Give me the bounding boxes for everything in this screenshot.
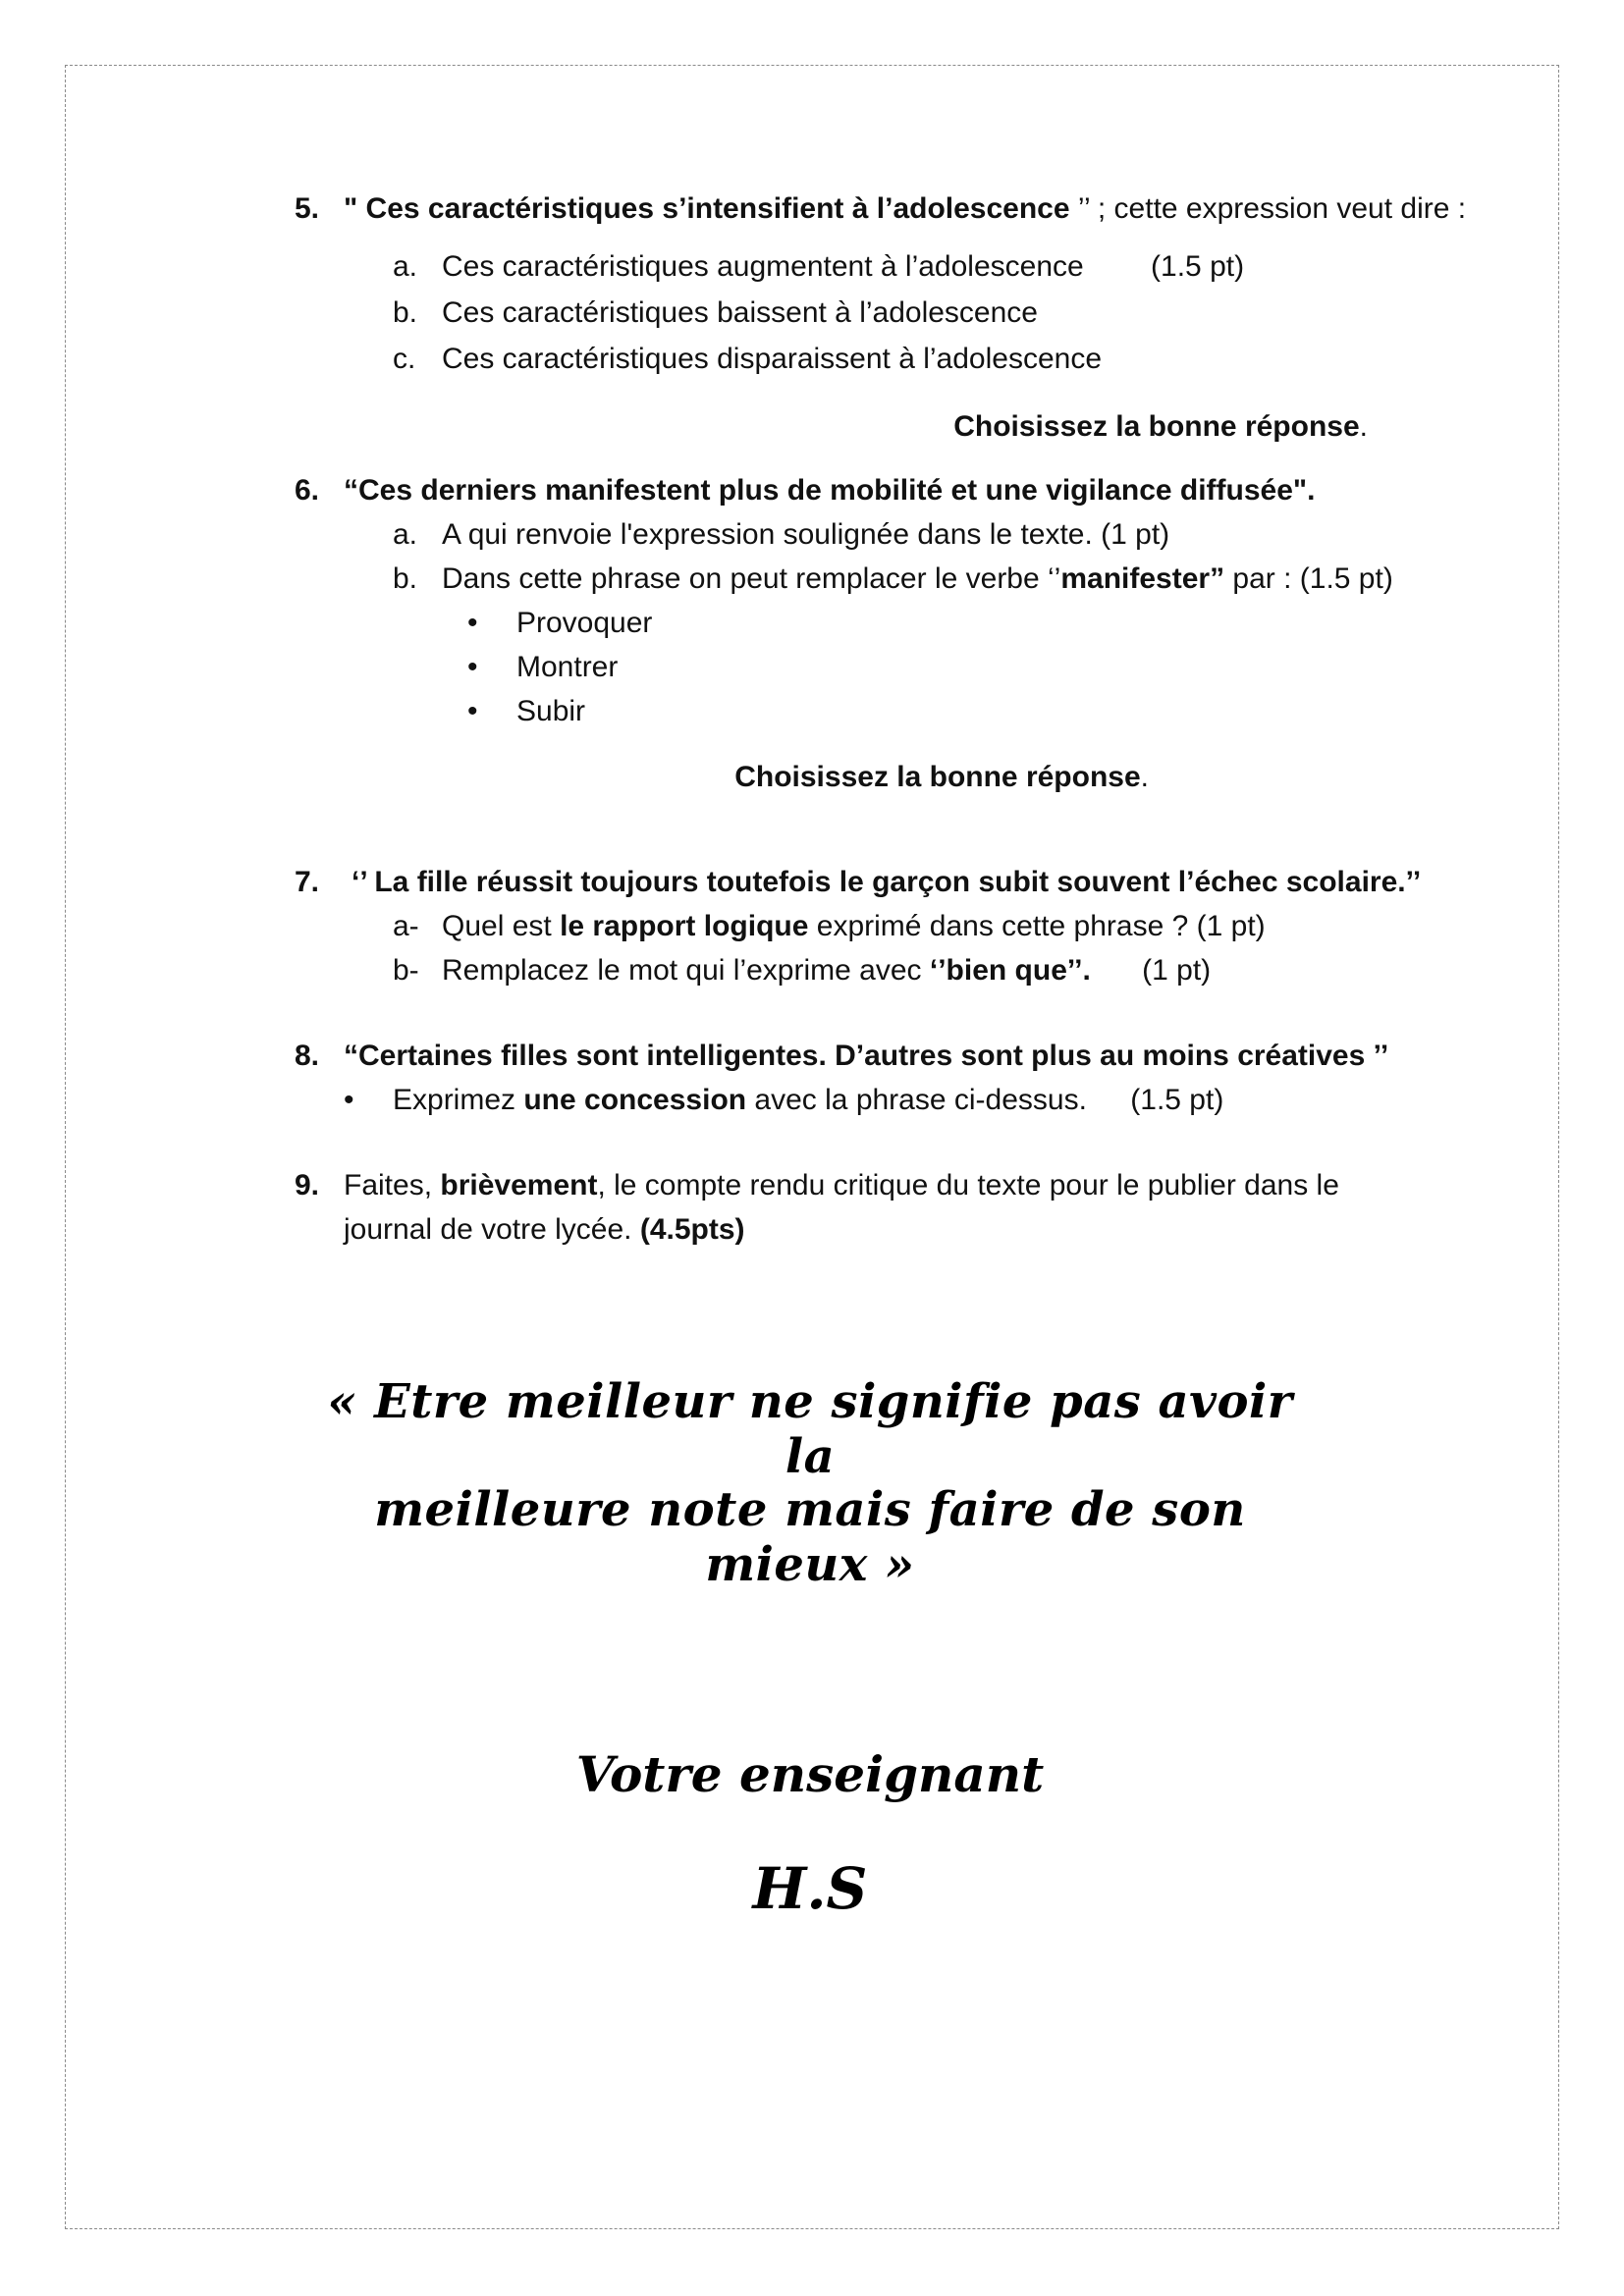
instruction-text: Choisissez la bonne réponse — [953, 410, 1360, 443]
option-text: Ces caractéristiques augmentent à l’adolescence — [442, 250, 1084, 283]
part-text: A qui renvoie l'expression soulignée dans le texte. (1 pt) — [442, 518, 1170, 551]
option-c — [393, 337, 1473, 381]
question-number: 6. — [295, 474, 320, 507]
part-a — [393, 904, 1473, 948]
part-b — [393, 948, 1473, 992]
points: (1.5 pt) — [1130, 1084, 1224, 1116]
question-8-task — [295, 1078, 1473, 1122]
choice-item — [467, 689, 1473, 733]
task-keyword: une concession — [523, 1084, 747, 1116]
part-text: Remplacez le mot qui l’exprime avec — [442, 954, 930, 987]
option-a — [393, 244, 1473, 289]
option-label: b. — [393, 296, 418, 329]
task-text: Exprimez — [393, 1084, 524, 1116]
option-text: Ces caractéristiques baissent à l’adolescence — [442, 296, 1038, 329]
choice-text: Montrer — [516, 651, 619, 683]
task-text-end: avec la phrase ci-dessus. — [746, 1084, 1087, 1116]
choice-text: Subir — [516, 695, 586, 727]
question-9-keyword: brièvement — [440, 1169, 598, 1201]
question-5-instruction — [295, 404, 1368, 449]
part-a — [393, 512, 1473, 557]
question-6-parts — [295, 512, 1473, 601]
bullet: • — [467, 651, 478, 683]
option-text: Ces caractéristiques disparaissent à l’adolescence — [442, 343, 1103, 375]
option-label: a. — [393, 250, 418, 283]
exam-questions — [295, 187, 1473, 1252]
part-text-end: par : (1.5 pt) — [1224, 562, 1393, 595]
question-6-choices — [295, 601, 1473, 733]
part-keyword: ‘’bien que’’. — [929, 954, 1091, 987]
question-7 — [295, 860, 1473, 904]
question-5-options — [295, 244, 1473, 381]
question-6 — [295, 468, 1473, 512]
question-number: 8. — [295, 1040, 320, 1072]
question-5-prompt: ’’ ; cette expression veut dire : — [1069, 192, 1467, 225]
points: (4.5pts) — [639, 1213, 745, 1246]
question-7-quote: ‘’ La fille réussit toujours toutefois le garçon subit souvent l’échec scolaire.’’ — [352, 866, 1422, 898]
instruction-text: Choisissez la bonne réponse — [734, 761, 1141, 793]
bullet: • — [467, 695, 478, 727]
question-number: 7. — [295, 866, 320, 898]
option-b — [393, 291, 1473, 335]
question-9-text-end: , le compte rendu critique du texte pour le publier dans le journal de votre lycée. — [344, 1169, 1339, 1246]
part-keyword: manifester” — [1060, 562, 1225, 595]
question-9-text: Faites, — [344, 1169, 441, 1201]
question-number: 5. — [295, 192, 320, 225]
part-keyword: le rapport logique — [560, 910, 809, 942]
instruction-period: . — [1140, 761, 1149, 793]
signature-initials: H.S — [752, 1855, 868, 1922]
choice-text: Provoquer — [516, 607, 653, 639]
question-5 — [295, 187, 1473, 231]
question-7-parts — [295, 904, 1473, 992]
instruction-period: . — [1359, 410, 1368, 443]
part-text: Dans cette phrase on peut remplacer le verbe ‘’ — [442, 562, 1061, 595]
choice-item — [467, 645, 1473, 689]
part-label: a- — [393, 910, 419, 942]
part-label: b. — [393, 562, 418, 595]
signature-title: Votre enseignant — [575, 1745, 1045, 1803]
part-label: b- — [393, 954, 419, 987]
task-item — [344, 1078, 1473, 1122]
part-text-end: exprimé dans cette phrase ? (1 pt) — [808, 910, 1266, 942]
points: (1 pt) — [1142, 954, 1212, 987]
part-text: Quel est — [442, 910, 561, 942]
question-number: 9. — [295, 1169, 320, 1201]
question-9 — [295, 1163, 1424, 1252]
part-label: a. — [393, 518, 418, 551]
question-8-quote: “Certaines filles sont intelligentes. D’autres sont plus au moins créatives ’’ — [344, 1040, 1389, 1072]
question-8 — [295, 1034, 1473, 1078]
choice-item — [467, 601, 1473, 645]
motto-line-1: « Etre meilleur ne signifie pas avoir la — [327, 1374, 1293, 1484]
bullet: • — [467, 607, 478, 639]
bullet: • — [344, 1084, 354, 1116]
question-6-quote: “Ces derniers manifestent plus de mobilité et une vigilance diffusée". — [344, 474, 1316, 507]
option-label: c. — [393, 343, 416, 375]
part-b — [393, 557, 1473, 601]
question-6-instruction — [295, 755, 1149, 799]
points: (1.5 pt) — [1151, 250, 1245, 283]
question-5-quote: " Ces caractéristiques s’intensifient à l’adolescence — [344, 192, 1070, 225]
motto-line-2: meilleure note mais faire de son mieux » — [374, 1482, 1246, 1592]
